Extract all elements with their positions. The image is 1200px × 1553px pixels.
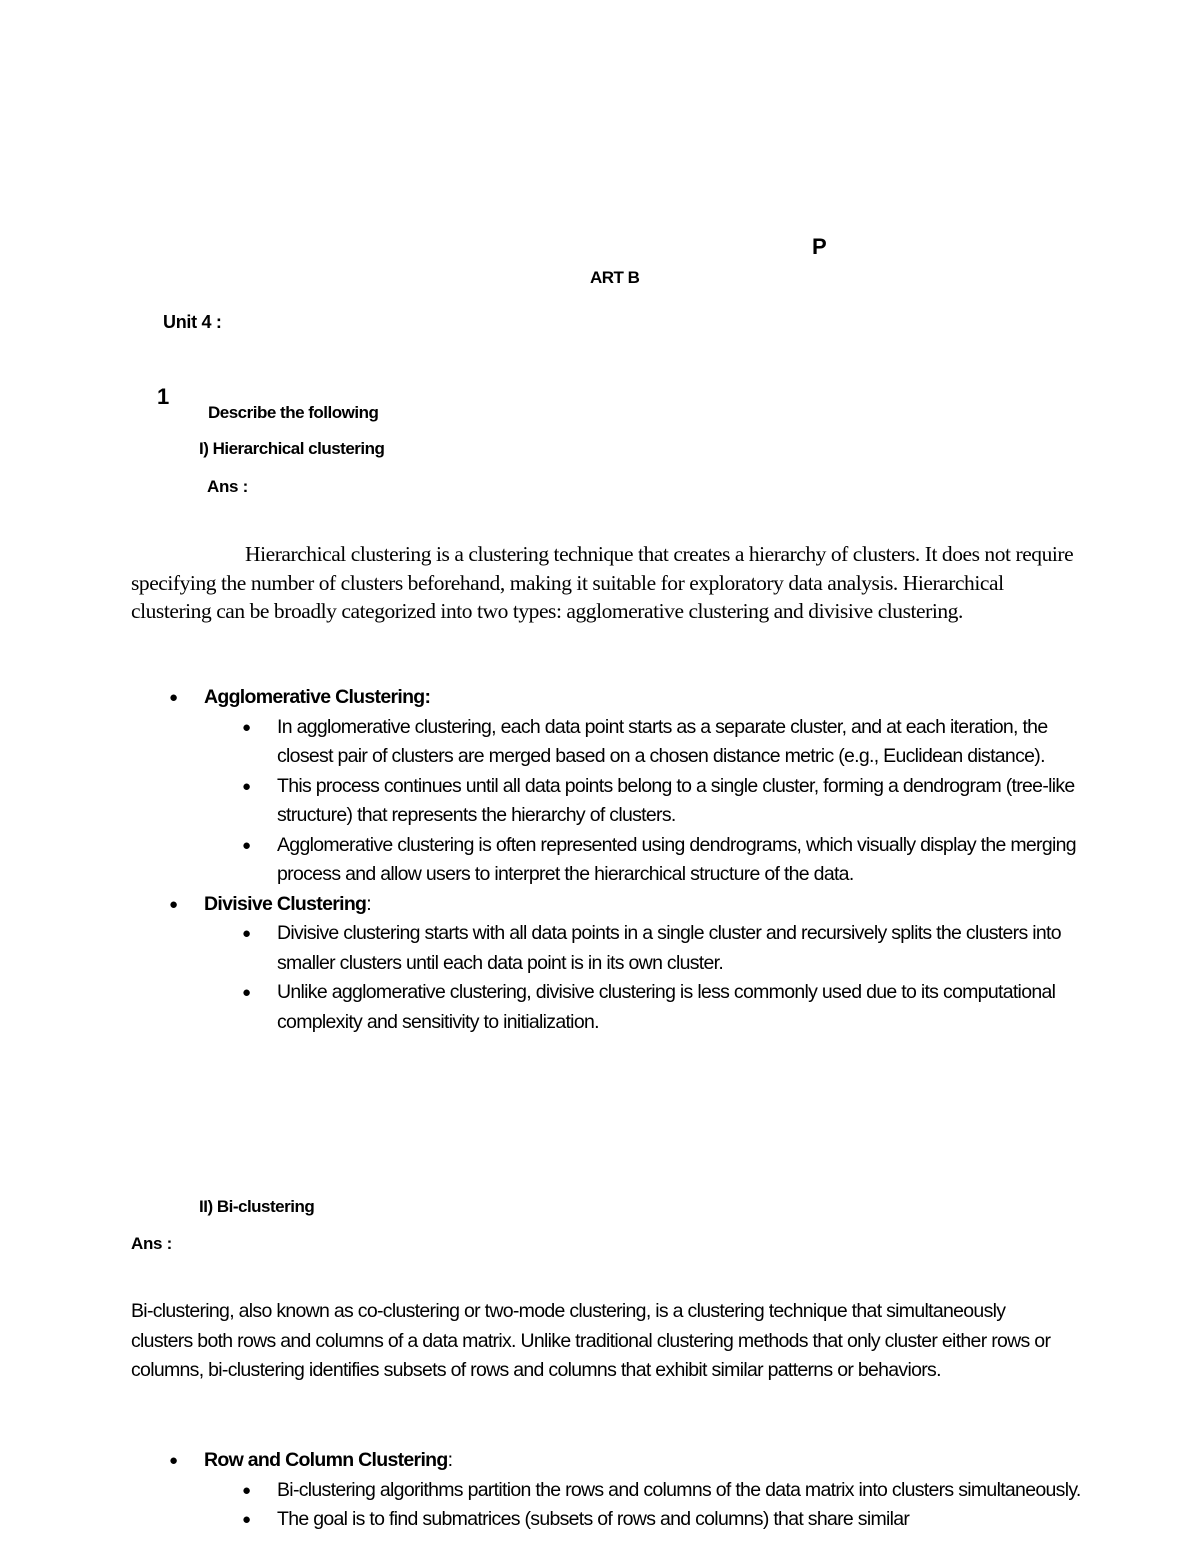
item-text: Agglomerative clustering is often represented using dendrograms, which visually display the merging process and allow users to interpret the hierarchical structure of the data. — [277, 833, 1076, 885]
list-item — [131, 1446, 1091, 1476]
item-separator: : — [447, 1449, 453, 1471]
unit-heading: Unit 4 : — [163, 312, 222, 332]
part2-ans-label: Ans : — [131, 1234, 173, 1253]
bullet-icon: ● — [242, 984, 251, 1001]
part1-ans-label: Ans : — [207, 477, 249, 496]
item-text: Bi-clustering algorithms partition the rows and columns of the data matrix into clusters simultaneously. — [277, 1478, 1081, 1501]
item-text: In agglomerative clustering, each data point starts as a separate cluster, and at each iteration, the closest pair of clusters are merged based on a chosen distance metric (e.g., Euclidean distance). — [277, 715, 1048, 767]
part2-intro-paragraph: Bi-clustering, also known as co-clustering or two-mode clustering, is a clustering technique that simultaneously clusters both rows and columns of a data matrix. Unlike traditional clustering methods that only cluster either rows or columns, bi-clustering identifies subsets of rows and columns that exhibit similar patterns or behaviors. — [131, 1300, 1051, 1381]
question-text: Describe the following — [208, 403, 379, 422]
item-heading: Agglomerative Clustering — [204, 686, 425, 708]
list-item — [131, 919, 1091, 978]
item-separator: : — [366, 892, 371, 915]
list-item — [131, 890, 1091, 920]
item-text: Divisive clustering starts with all data points in a single cluster and recursively splits the clusters into smaller clusters until each data point is in its own cluster. — [277, 922, 1061, 974]
item-text: Unlike agglomerative clustering, divisive clustering is less commonly used due to its computational complexity and sensitivity to initialization. — [277, 981, 1056, 1033]
list-item — [131, 831, 1091, 890]
item-text: The goal is to find submatrices (subsets of rows and columns) that share similar — [277, 1508, 910, 1530]
list-item — [131, 683, 1091, 713]
bullet-icon: ● — [242, 925, 251, 942]
bullet-icon: ● — [242, 836, 251, 854]
part1-intro-paragraph: Hierarchical clustering is a clustering technique that creates a hierarchy of clusters. It does not require specifying the number of clusters beforehand, making it suitable for exploratory data analysis. Hierarchical clustering can be broadly categorized into two types: agglomerative clustering and divisive clustering. — [131, 542, 1074, 623]
item-text: This process continues until all data points belong to a single cluster, forming a dendrogram (tree-like structure) that represents the hierarchy of clusters. — [277, 774, 1075, 826]
bullet-icon: ● — [169, 1452, 178, 1469]
bullet-icon: ● — [242, 1511, 251, 1528]
list-item — [131, 772, 1091, 831]
header-art-b: ART B — [590, 268, 640, 287]
part2-list — [131, 1446, 1091, 1535]
part1-title: I) Hierarchical clustering — [199, 439, 385, 458]
bullet-icon: ● — [169, 895, 178, 913]
bullet-icon: ● — [242, 718, 251, 736]
list-item — [131, 713, 1091, 772]
bullet-icon: ● — [242, 777, 251, 795]
list-item — [131, 1476, 1091, 1506]
item-separator: : — [424, 686, 431, 708]
part2-title: II) Bi-clustering — [199, 1197, 315, 1216]
header-letter-p: P — [812, 234, 827, 259]
list-item — [131, 1505, 1091, 1535]
question-number: 1 — [157, 384, 170, 409]
part1-list — [131, 683, 1091, 1037]
list-item — [131, 978, 1091, 1037]
item-heading: Row and Column Clustering — [204, 1449, 448, 1471]
bullet-icon: ● — [169, 689, 178, 706]
bullet-icon: ● — [242, 1481, 251, 1499]
item-heading: Divisive Clustering — [204, 892, 367, 915]
